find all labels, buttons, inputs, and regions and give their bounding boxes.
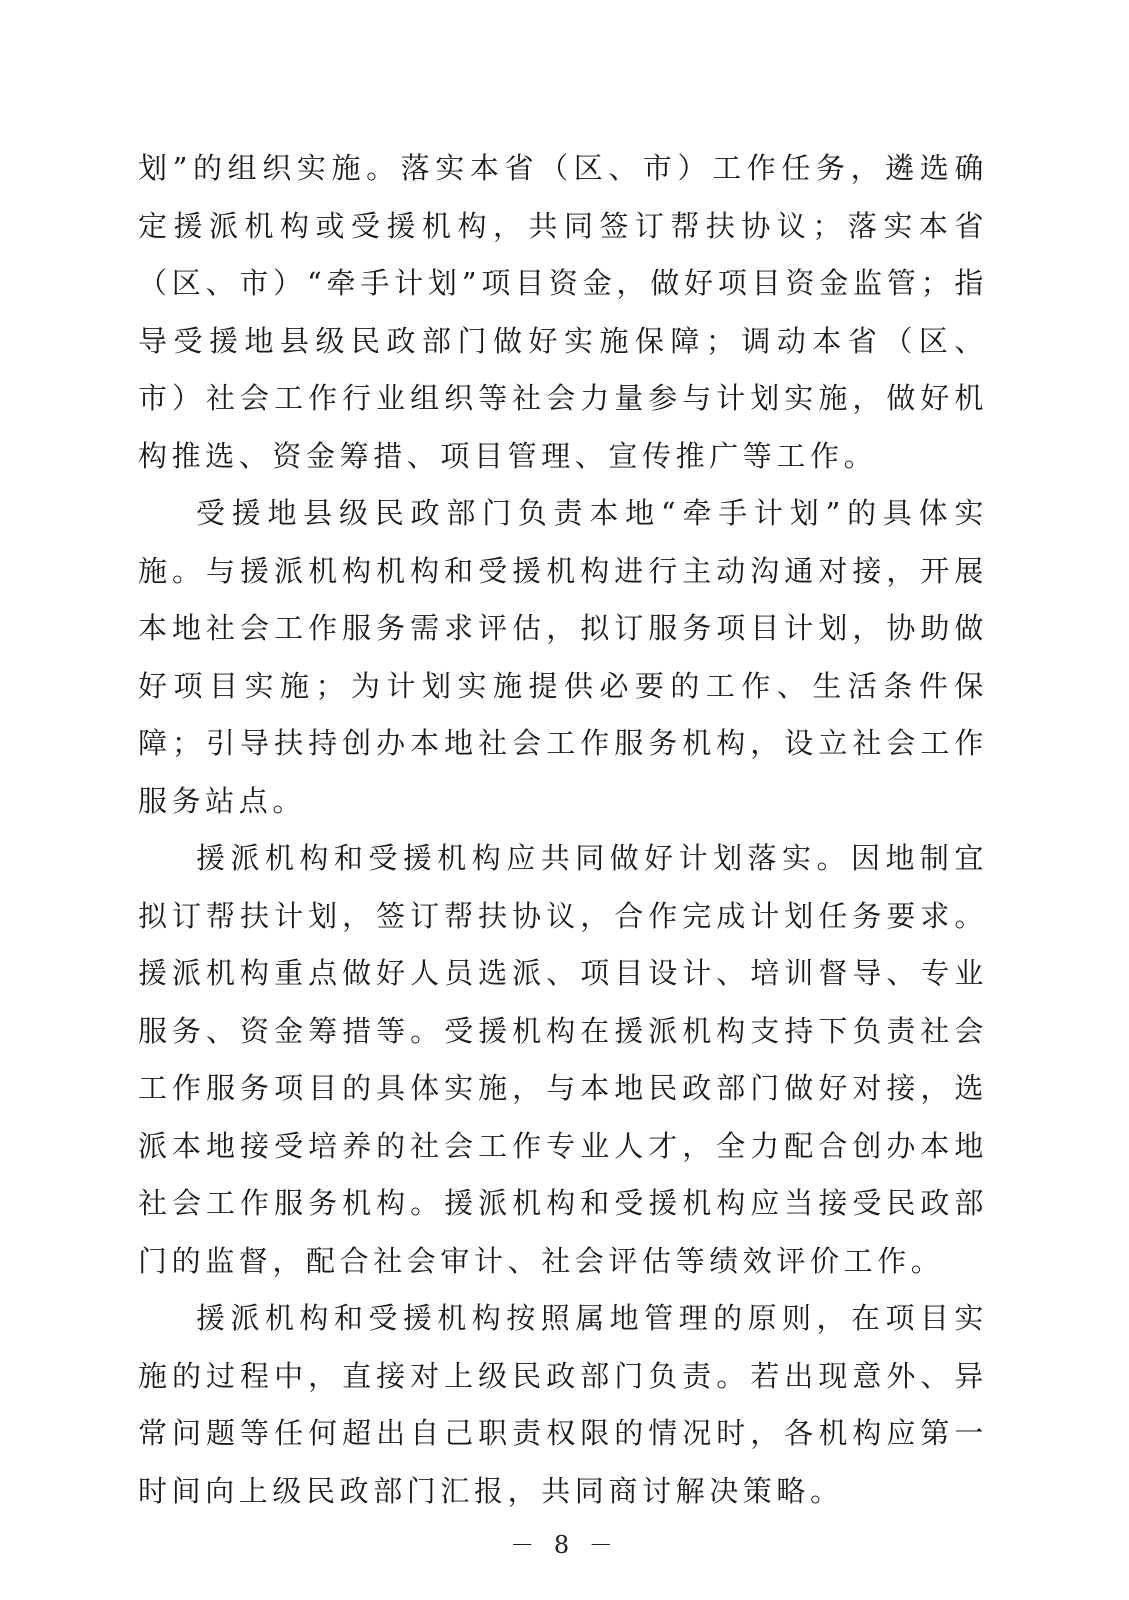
page-number: － 8 － — [510, 1531, 619, 1559]
paragraph-continued: 划”的组织实施。落实本省（区、市）工作任务，遴选确定援派机构或受援机构，共同签订帮扶协议；落实本省（区、市）“牵手计划”项目资金，做好项目资金监管；指导受援地县级民政部门做好实施保障；调动本省（区、市）社会工作行业组织等社会力量参与计划实施，做好机构推选、资金筹措、项目管理、宣传推广等工作。 — [138, 151, 988, 473]
paragraph-territorial-management: 援派机构和受援机构按照属地管理的原则，在项目实施的过程中，直接对上级民政部门负责。若出现意外、异常问题等任何超出自己职责权限的情况时，各机构应第一时间向上级民政部门汇报，共同商讨解决策略。 — [138, 1301, 988, 1508]
page-body — [138, 140, 988, 1520]
paragraph-county-civil-affairs: 受援地县级民政部门负责本地“牵手计划”的具体实施。与援派机构机构和受援机构进行主动沟通对接，开展本地社会工作服务需求评估，拟订服务项目计划，协助做好项目实施；为计划实施提供必要的工作、生活条件保障；引导扶持创办本地社会工作服务机构，设立社会工作服务站点。 — [138, 496, 988, 818]
paragraph-agencies-implementation: 援派机构和受援机构应共同做好计划落实。因地制宜拟订帮扶计划，签订帮扶协议，合作完成计划任务要求。援派机构重点做好人员选派、项目设计、培训督导、专业服务、资金筹措等。受援机构在援派机构支持下负责社会工作服务项目的具体实施，与本地民政部门做好对接，选派本地接受培养的社会工作专业人才，全力配合创办本地社会工作服务机构。援派机构和受援机构应当接受民政部门的监督，配合社会审计、社会评估等绩效评价工作。 — [138, 841, 988, 1278]
